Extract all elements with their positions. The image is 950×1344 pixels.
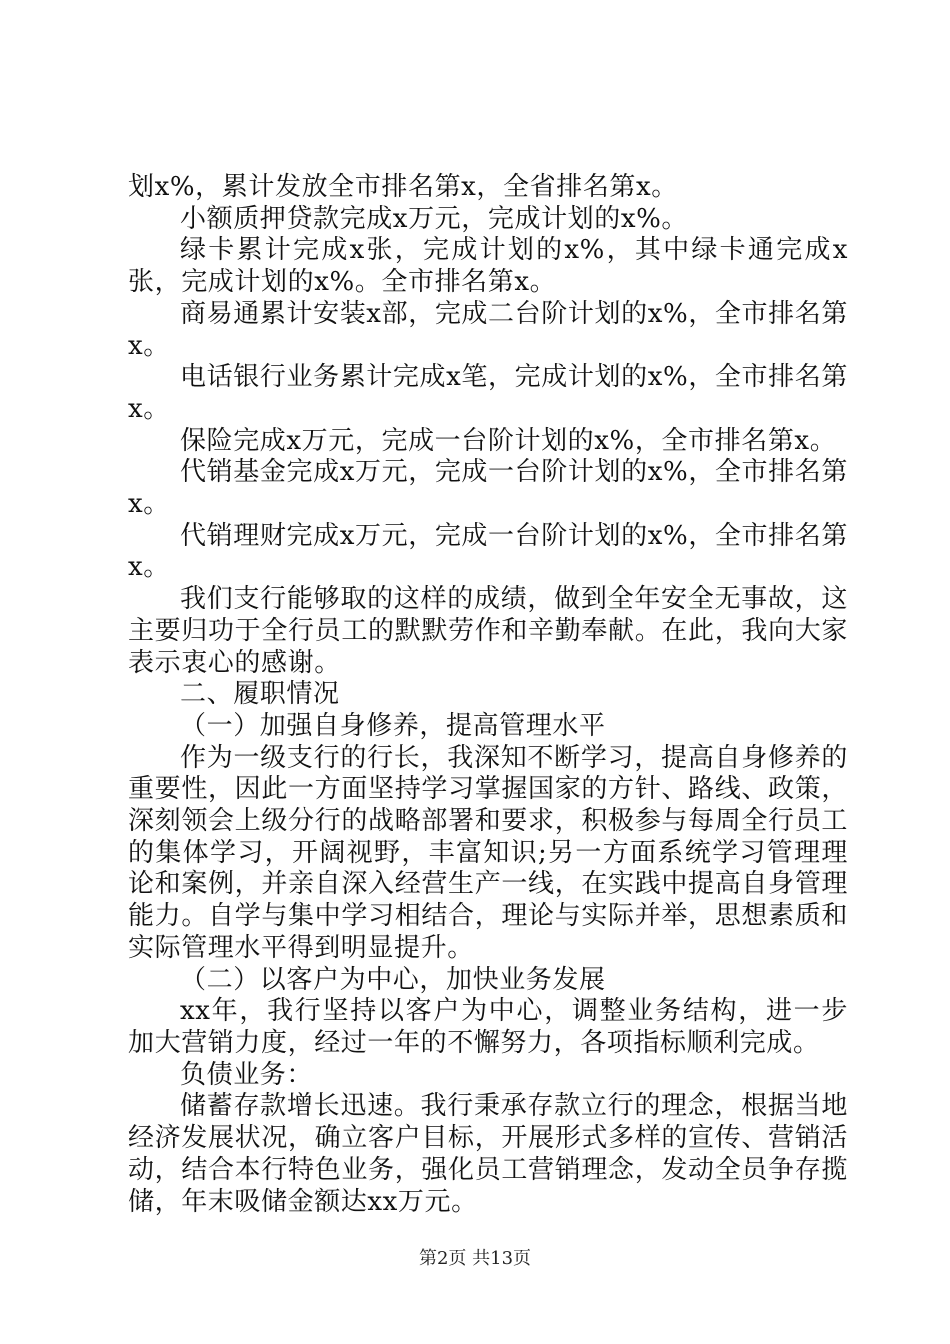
paragraph-self-cultivation: 作为一级支行的行长，我深知不断学习，提高自身修养的重要性，因此一方面坚持学习掌握国家的方针、路线、政策，深刻领会上级分行的战略部署和要求，积极参与每周全行员工的集体学习，开阔视野，丰富知识;另一方面系统学习管理理论和案例，并亲自深入经营生产一线，在实践中提高自身管理能力。自学与集中学习相结合，理论与实际并举，思想素质和实际管理水平得到明显提升。 (128, 742, 848, 963)
paragraph-savings-deposits: 储蓄存款增长迅速。我行秉承存款立行的理念，根据当地经济发展状况，确立客户目标，开展形式多样的宣传、营销活动，结合本行特色业务，强化员工营销理念，发动全员争存揽储，年末吸储金额达xx万元。 (128, 1091, 848, 1217)
paragraph-customer-centric: xx年，我行坚持以客户为中心，调整业务结构，进一步加大营销力度，经过一年的不懈努力，各项指标顺利完成。 (128, 996, 848, 1058)
paragraph-thanks: 我们支行能够取的这样的成绩，做到全年安全无事故，这主要归功于全行员工的默默劳作和辛勤奉献。在此，我向大家表示衷心的感谢。 (128, 584, 848, 678)
subsection-heading-customer-centric: （二）以客户为中心，加快业务发展 (180, 964, 606, 995)
paragraph-small-pledge-loan: 小额质押贷款完成x万元，完成计划的x%。 (180, 203, 689, 234)
paragraph-fund-sales: 代销基金完成x万元，完成一台阶计划的x%，全市排名第x。 (128, 457, 848, 520)
paragraph-green-card: 绿卡累计完成x张，完成计划的x%，其中绿卡通完成x张，完成计划的x%。全市排名第x。 (128, 235, 848, 298)
page-footer: 第2页 共13页 (418, 1248, 532, 1269)
paragraph-insurance: 保险完成x万元，完成一台阶计划的x%，全市排名第x。 (180, 425, 837, 456)
paragraph-continuation: 划x%，累计发放全市排名第x，全省排名第x。 (128, 172, 678, 202)
document-body (128, 172, 848, 1218)
section-heading-duties: 二、履职情况 (180, 679, 340, 710)
paragraph-phone-banking: 电话银行业务累计完成x笔，完成计划的x%，全市排名第x。 (128, 362, 848, 424)
paragraph-wealth-sales: 代销理财完成x万元，完成一台阶计划的x%，全市排名第x。 (128, 520, 848, 583)
paragraph-shangyitong: 商易通累计安装x部，完成二台阶计划的x%，全市排名第x。 (128, 298, 848, 361)
paragraph-liability-business: 负债业务： (180, 1059, 314, 1090)
subsection-heading-self-cultivation: （一）加强自身修养，提高管理水平 (180, 710, 606, 741)
